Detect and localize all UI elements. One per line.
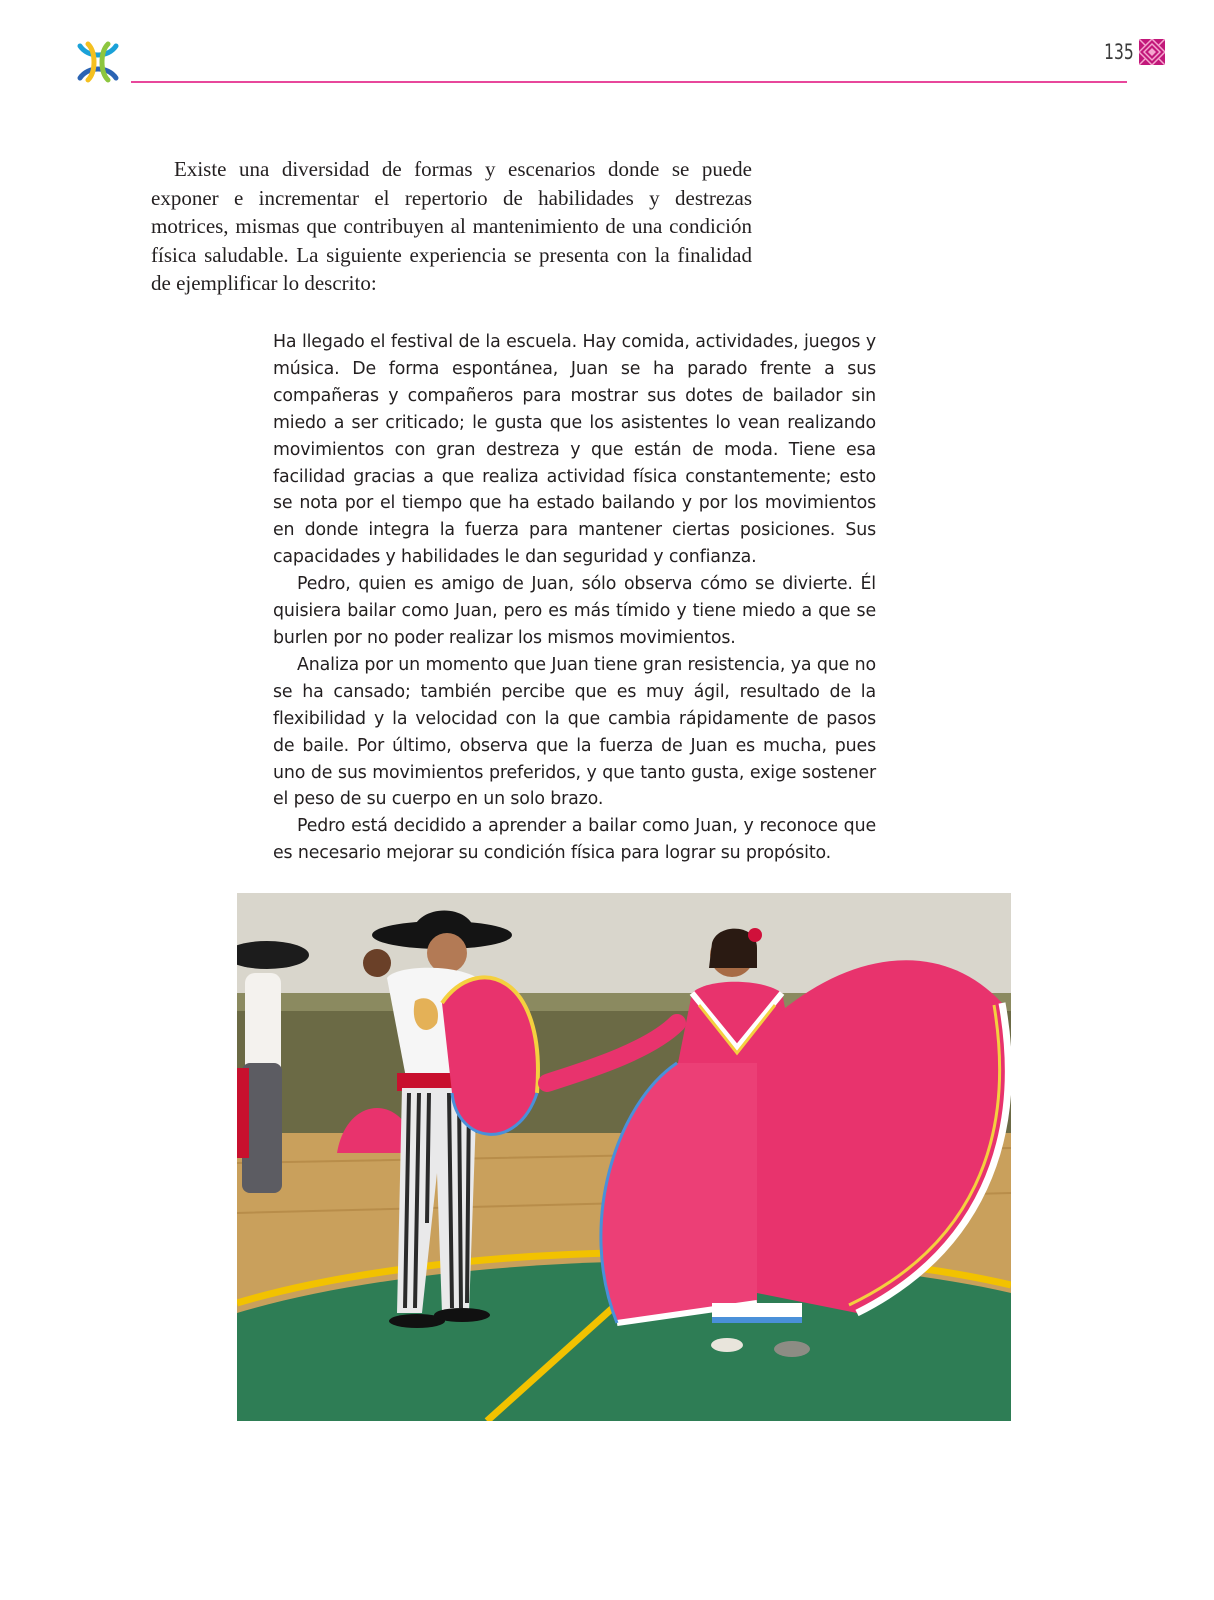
header-rule bbox=[131, 81, 1127, 83]
story-paragraph-3: Analiza por un momento que Juan tiene gran resistencia, ya que no se ha cansado; también percibe que es muy ágil, resultado de la flexibilidad y la velocidad con la que cambia rápidamente de pasos de baile. Por último, observa que la fuerza de Juan es mucha, pues uno de sus movimientos preferidos, y que tanto gusta, exige sostener el peso de su cuerpo en un solo brazo. bbox=[273, 654, 876, 810]
magenta-pattern-square-icon bbox=[1139, 39, 1165, 65]
folk-dancers-photo bbox=[237, 893, 1011, 1421]
story-paragraph-4: Pedro está decidido a aprender a bailar como Juan, y reconoce que es necesario mejorar su condición física para lograr su propósito. bbox=[273, 816, 876, 864]
interlaced-ribbon-logo-icon bbox=[74, 38, 122, 86]
intro-paragraph: Existe una diversidad de formas y escenarios donde se puede exponer e incrementar el repertorio de habilidades y destrezas motrices, mismas que contribuyen al mantenimiento de una condición física saludable. La siguiente experiencia se presenta con la finalidad de ejemplificar lo descrito: bbox=[151, 157, 752, 295]
story-paragraph-2: Pedro, quien es amigo de Juan, sólo observa cómo se divierte. Él quisiera bailar como Juan, pero es más tímido y tiene miedo a que se burlen por no poder realizar los mismos movimientos. bbox=[273, 574, 876, 648]
story-block bbox=[273, 329, 876, 867]
story-paragraph-1: Ha llegado el festival de la escuela. Hay comida, actividades, juegos y música. De forma espontánea, Juan se ha parado frente a sus compañeras y compañeros para mostrar sus dotes de bailador sin miedo a ser criticado; le gusta que los asistentes lo vean realizando movimientos con gran destreza y que están de moda. Tiene esa facilidad gracias a que realiza actividad física constantemente; esto se nota por el tiempo que ha estado bailando y por los movimientos en donde integra la fuerza para mantener ciertas posiciones. Sus capacidades y habilidades le dan seguridad y confianza. bbox=[273, 332, 876, 568]
page-number: 135 bbox=[1104, 40, 1134, 64]
